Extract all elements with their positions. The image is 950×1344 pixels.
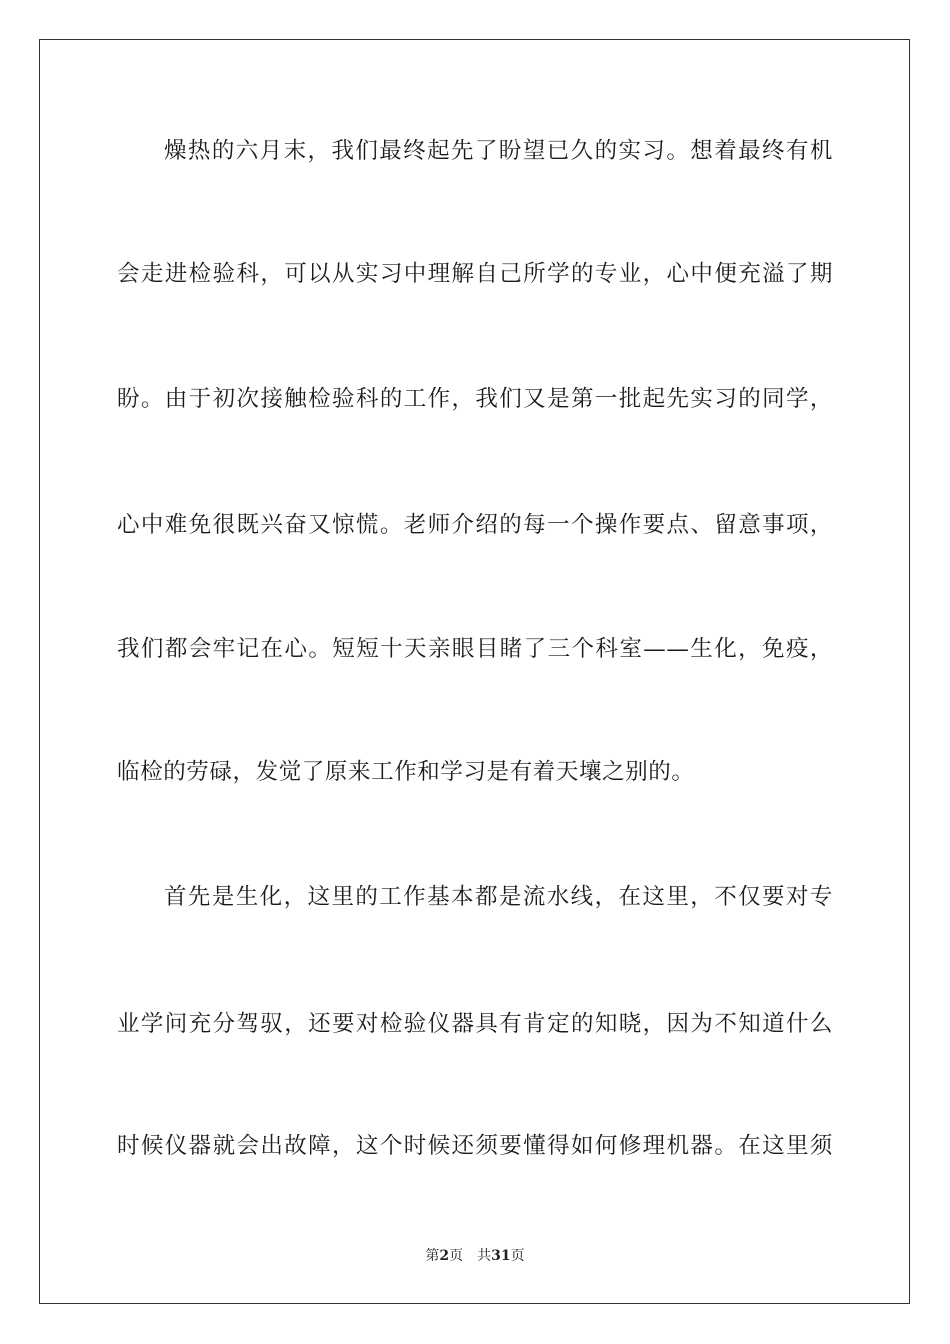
text-line-7: 首先是生化，这里的工作基本都是流水线，在这里，不仅要对专 (164, 884, 833, 910)
page-suffix: 页 (449, 1248, 464, 1264)
text-line-1: 燥热的六月末，我们最终起先了盼望已久的实习。想着最终有机 (164, 138, 833, 164)
page-prefix: 第 (425, 1248, 440, 1264)
total-suffix: 页 (510, 1248, 525, 1264)
text-line-8: 业学问充分驾驭，还要对检验仪器具有肯定的知晓，因为不知道什么 (117, 1011, 833, 1037)
text-line-4: 心中难免很既兴奋又惊慌。老师介绍的每一个操作要点、留意事项， (117, 512, 833, 538)
total-pages: 31 (491, 1248, 511, 1264)
text-line-5: 我们都会牢记在心。短短十天亲眼目睹了三个科室——生化，免疫， (117, 636, 833, 662)
page-footer (0, 1246, 950, 1266)
text-line-9: 时候仪器就会出故障，这个时候还须要懂得如何修理机器。在这里须 (117, 1133, 833, 1159)
text-line-3: 盼。由于初次接触检验科的工作，我们又是第一批起先实习的同学， (117, 386, 833, 412)
text-line-2: 会走进检验科，可以从实习中理解自己所学的专业，心中便充溢了期 (117, 261, 833, 287)
text-line-6: 临检的劳碌，发觉了原来工作和学习是有着天壤之别的。 (117, 759, 695, 785)
page-border (39, 39, 910, 1304)
page-number: 2 (439, 1248, 450, 1264)
total-prefix: 共 (477, 1248, 492, 1264)
